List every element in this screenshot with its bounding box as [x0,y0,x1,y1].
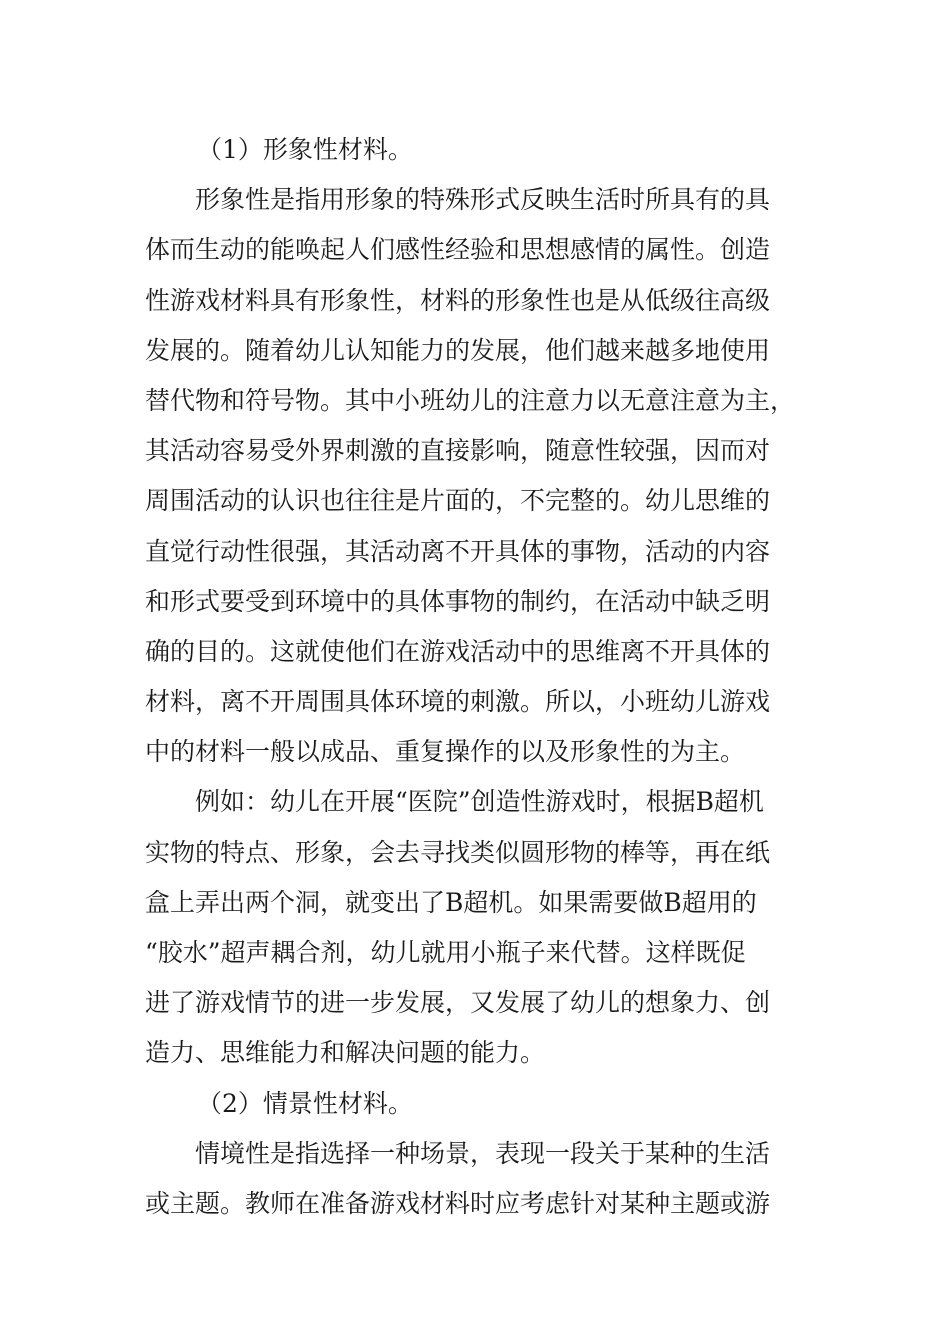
paragraph-line: 体而生动的能唤起人们感性经验和思想感情的属性。创造 [145,235,771,265]
paragraph-line: 材料，离不开周围具体环境的刺激。所以，小班幼儿游戏 [145,687,771,717]
paragraph-line: 或主题。教师在准备游戏材料时应考虑针对某种主题或游 [145,1188,771,1218]
section-heading-2: （2）情景性材料。 [197,1088,413,1118]
paragraph-line: 直觉行动性很强，其活动离不开具体的事物，活动的内容 [145,536,771,566]
paragraph-line: 形象性是指用形象的特殊形式反映生活时所具有的具 [195,185,771,215]
paragraph-line: 中的材料一般以成品、重复操作的以及形象性的为主。 [145,737,746,767]
paragraph-line: 情境性是指选择一种场景，表现一段关于某种的生活 [195,1138,771,1168]
paragraph-line: 确的目的。这就使他们在游戏活动中的思维离不开具体的 [145,636,771,666]
paragraph-line: 其活动容易受外界刺激的直接影响，随意性较强，因而对 [145,436,771,466]
paragraph-line: 造力、思维能力和解决问题的能力。 [145,1038,546,1068]
paragraph-line: 和形式要受到环境中的具体事物的制约，在活动中缺乏明 [145,586,771,616]
paragraph-line: 性游戏材料具有形象性，材料的形象性也是从低级往高级 [145,285,771,315]
paragraph-line: “胶水”超声耦合剂，幼儿就用小瓶子来代替。这样既促 [145,938,746,967]
paragraph-line: 发展的。随着幼儿认知能力的发展，他们越来越多地使用 [145,335,771,365]
paragraph-line: 进了游戏情节的进一步发展，又发展了幼儿的想象力、创 [145,988,771,1018]
paragraph-line: 实物的特点、形象，会去寻找类似圆形物的棒等，再在纸 [145,837,771,867]
paragraph-line: 周围活动的认识也往往是片面的，不完整的。幼儿思维的 [145,486,771,516]
paragraph-line: 替代物和符号物。其中小班幼儿的注意力以无意注意为主， [145,385,796,415]
paragraph-line: 盒上弄出两个洞，就变出了B超机。如果需要做B超用的 [145,887,757,917]
section-heading-1: （1）形象性材料。 [197,135,413,164]
document-body [145,125,815,1229]
paragraph-line: 例如：幼儿在开展“医院”创造性游戏时，根据B超机 [195,787,764,817]
